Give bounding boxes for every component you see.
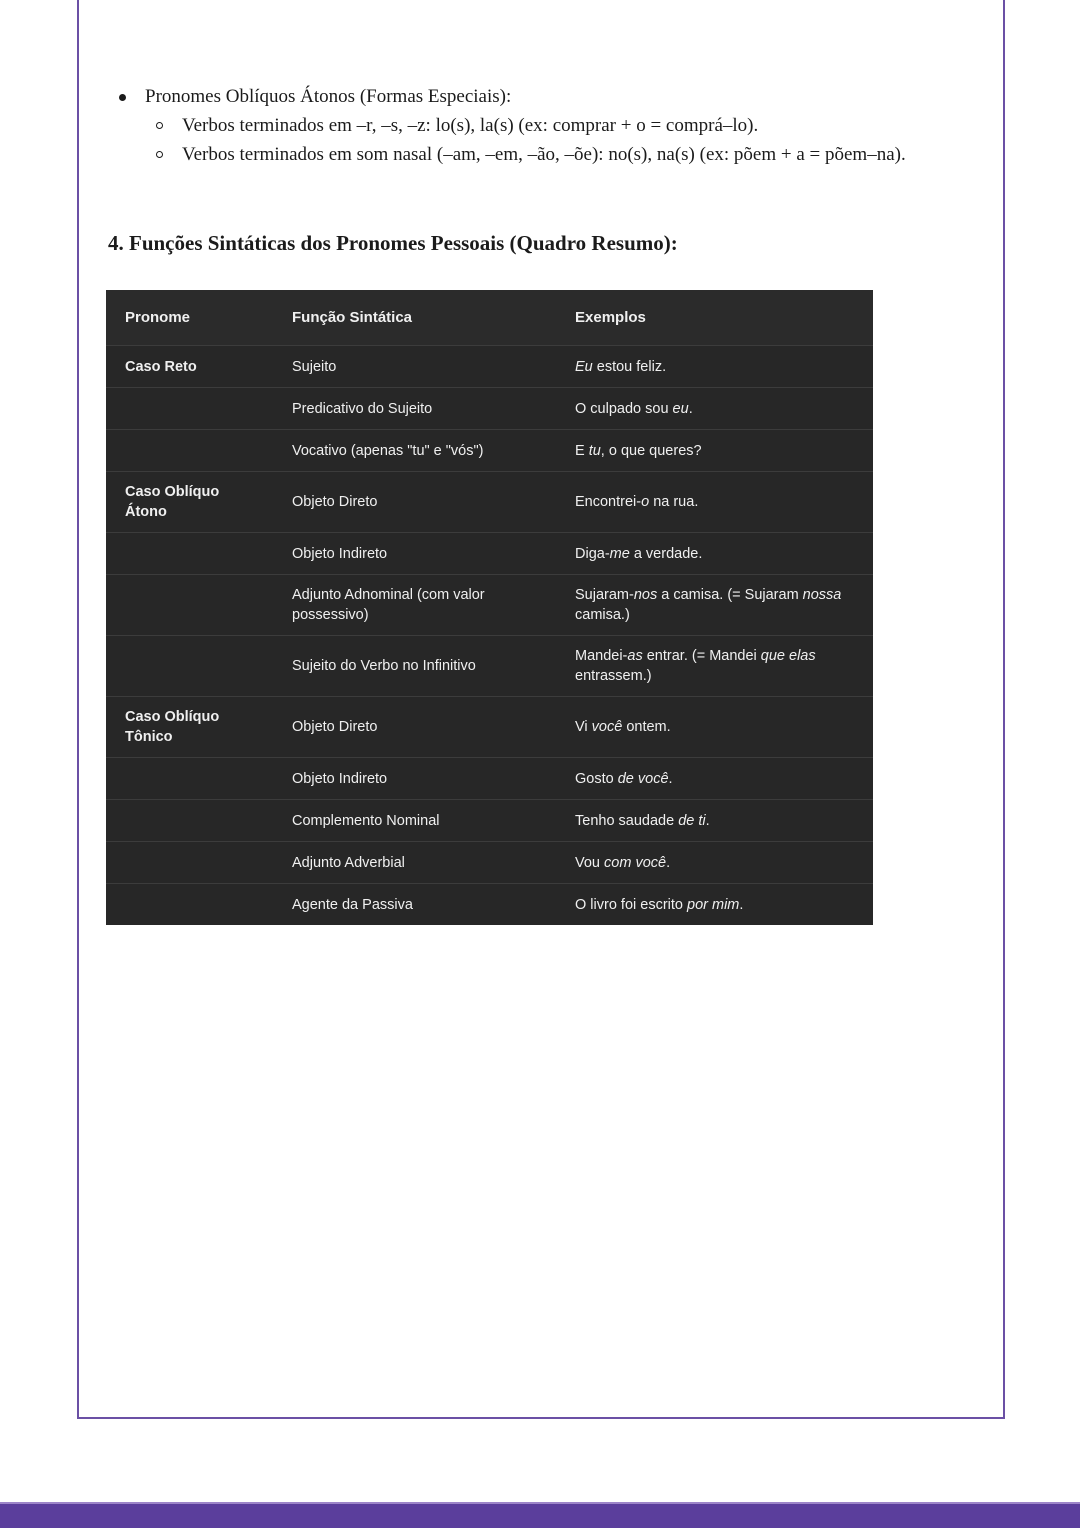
table-body	[106, 345, 873, 925]
function-cell: Objeto Direto	[292, 494, 378, 510]
pronoun-cell	[106, 388, 273, 429]
function-cell: Agente da Passiva	[292, 896, 413, 913]
example-cell: Vou com você.	[575, 854, 671, 871]
summary-table	[106, 290, 873, 925]
table-row	[106, 471, 873, 532]
example-cell: Vi você ontem.	[575, 719, 671, 735]
list-item	[108, 140, 908, 169]
example-cell: Diga-me a verdade.	[575, 545, 703, 562]
pronoun-cell	[106, 430, 273, 471]
function-cell: Adjunto Adverbial	[292, 854, 405, 871]
function-cell: Vocativo (apenas "tu" e "vós")	[292, 442, 484, 459]
pronoun-cell	[106, 800, 273, 841]
list-item	[108, 111, 908, 140]
function-cell: Sujeito do Verbo no Infinitivo	[292, 658, 476, 674]
table-row	[106, 841, 873, 883]
circle-bullet-icon	[156, 151, 163, 158]
footer-band	[0, 1502, 1080, 1528]
section-heading: 4. Funções Sintáticas dos Pronomes Pessoais (Quadro Resumo):	[108, 231, 678, 255]
list-item-text: Verbos terminados em –r, –s, –z: lo(s), la(s) (ex: comprar + o = comprá–lo).	[182, 115, 759, 136]
function-cell: Complemento Nominal	[292, 812, 440, 829]
pronoun-cell: Caso Oblíquo Tônico	[125, 709, 220, 745]
table-row	[106, 757, 873, 799]
table-row	[106, 574, 873, 635]
pronoun-cell	[106, 533, 273, 574]
example-cell: Gosto de você.	[575, 770, 673, 787]
table-row	[106, 387, 873, 429]
pronoun-cell	[106, 842, 273, 883]
pronoun-cell	[106, 758, 273, 799]
circle-bullet-icon	[156, 122, 163, 129]
example-cell: O livro foi escrito por mim.	[575, 896, 744, 913]
function-cell: Objeto Direto	[292, 719, 378, 735]
pronoun-cell	[106, 884, 273, 925]
column-header-pronome: Pronome	[125, 308, 191, 326]
bullet-list	[108, 82, 908, 169]
function-cell: Predicativo do Sujeito	[292, 400, 433, 417]
pronoun-cell: Caso Reto	[125, 358, 197, 375]
function-cell: Sujeito	[292, 358, 337, 375]
list-item-text: Pronomes Oblíquos Átonos (Formas Especiais):	[145, 86, 512, 107]
example-cell: E tu, o que queres?	[575, 442, 702, 459]
example-cell: Tenho saudade de ti.	[575, 812, 710, 829]
pronoun-cell	[106, 636, 273, 696]
table-row	[106, 635, 873, 696]
table-header-row	[106, 290, 873, 345]
table-row	[106, 345, 873, 387]
function-cell: Objeto Indireto	[292, 545, 388, 562]
table-row	[106, 532, 873, 574]
function-cell: Adjunto Adnominal (com valor possessivo)	[292, 587, 485, 623]
example-cell: O culpado sou eu.	[575, 400, 693, 417]
function-cell: Objeto Indireto	[292, 770, 388, 787]
table-row	[106, 799, 873, 841]
column-header-exemplos: Exemplos	[575, 308, 646, 326]
bullet-icon	[119, 94, 126, 101]
example-cell: Eu estou feliz.	[575, 358, 667, 375]
example-cell: Encontrei-o na rua.	[575, 494, 699, 510]
table-row	[106, 696, 873, 757]
list-item-text: Verbos terminados em som nasal (–am, –em, –ão, –õe): no(s), na(s) (ex: põem + a = põem–na).	[182, 144, 906, 165]
column-header-funcao: Função Sintática	[292, 308, 413, 326]
table-row	[106, 429, 873, 471]
example-cell: Mandei-as entrar. (= Mandei que elas entrassem.)	[575, 648, 816, 684]
example-cell: Sujaram-nos a camisa. (= Sujaram nossa camisa.)	[575, 587, 842, 623]
list-item	[108, 82, 908, 111]
pronoun-cell	[106, 575, 273, 635]
pronoun-cell: Caso Oblíquo Átono	[125, 484, 220, 520]
table-row	[106, 883, 873, 925]
